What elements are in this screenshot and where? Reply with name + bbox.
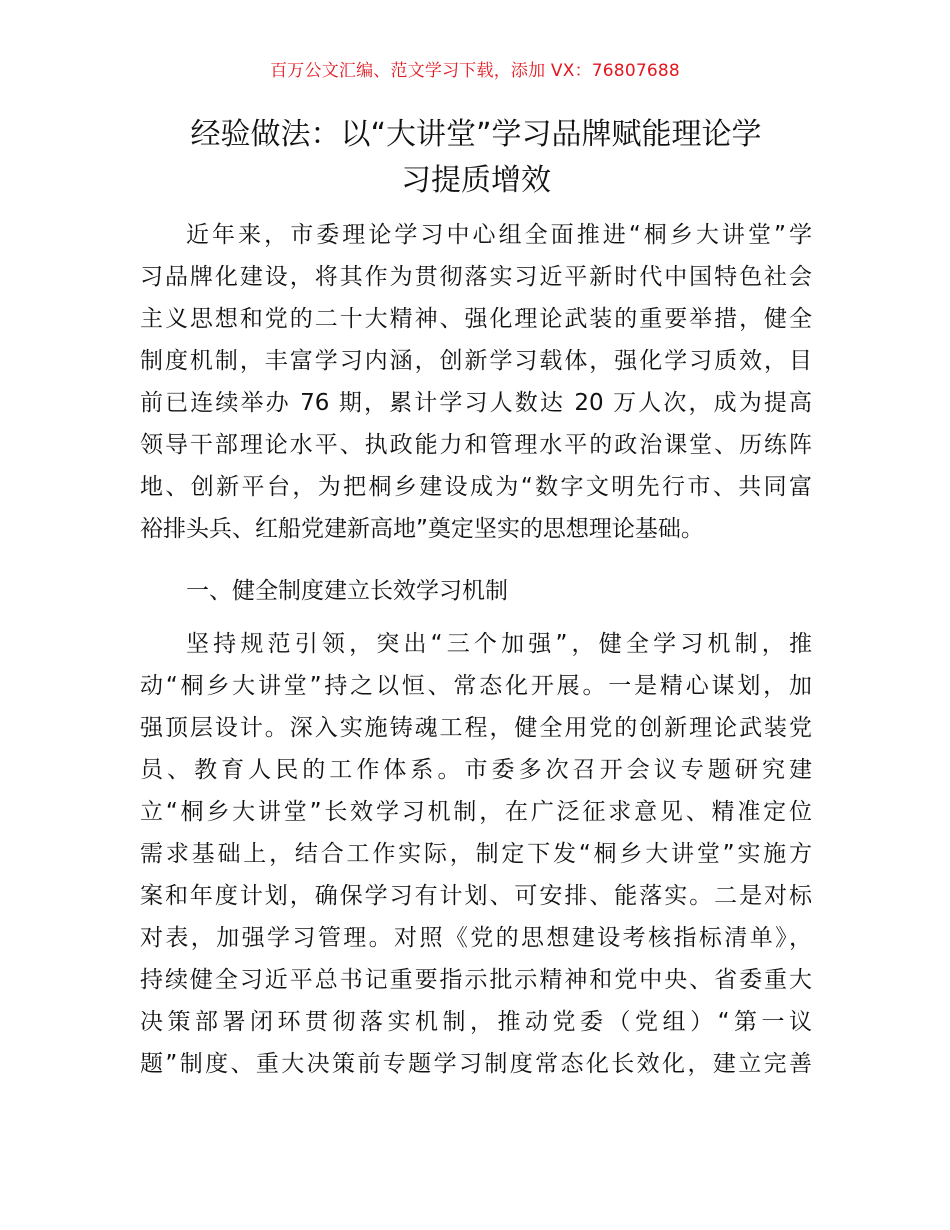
text-line: 对表，加强学习管理。对照《党的思想建设考核指标清单》， [140,925,812,951]
text-line: 裕排头兵、红船党建新高地”奠定坚实的思想理论基础。 [140,516,704,542]
text-line: 员、教育人民的工作体系。市委多次召开会议专题研究建 [140,757,812,783]
text-line: 坚持规范引领，突出“三个加强”，健全学习机制，推 [186,631,812,657]
text-line: 立“桐乡大讲堂”长效学习机制，在广泛征求意见、精准定位 [140,799,812,825]
text-line: 地、创新平台，为把桐乡建设成为“数字文明先行市、共同富 [140,474,812,500]
text-line: 习品牌化建设，将其作为贯彻落实习近平新时代中国特色社会 [140,264,812,290]
text-line: 主义思想和党的二十大精神、强化理论武装的重要举措，健全 [140,306,812,332]
text-line: 持续健全习近平总书记重要指示批示精神和党中央、省委重大 [140,967,812,993]
text-line: 动“桐乡大讲堂”持之以恒、常态化开展。一是精心谋划，加 [140,673,812,699]
text-line: 强顶层设计。深入实施铸魂工程，健全用党的创新理论武装党 [140,715,812,741]
text-line: 题”制度、重大决策前专题学习制度常态化长效化，建立完善 [140,1051,812,1077]
watermark-banner: 百万公文汇编、范文学习下载，添加 VX：76807688 [270,61,680,81]
section-heading-1: 一、健全制度建立长效学习机制 [186,578,508,604]
text-line: 前已连续举办 76 期，累计学习人数达 20 万人次，成为提高 [140,390,812,416]
text-line: 领导干部理论水平、执政能力和管理水平的政治课堂、历练阵 [140,432,812,458]
text-line: 近年来，市委理论学习中心组全面推进“桐乡大讲堂”学 [186,222,812,248]
paragraph-intro [140,214,812,550]
title-line: 习提质增效 [401,163,551,198]
document-title [140,112,812,204]
text-line: 案和年度计划，确保学习有计划、可安排、能落实。二是对标 [140,883,812,909]
title-line: 经验做法：以“大讲堂”学习品牌赋能理论学 [190,117,762,152]
text-line: 制度机制，丰富学习内涵，创新学习载体，强化学习质效，目 [140,348,812,374]
paragraph-section-1 [140,623,812,1085]
text-line: 决策部署闭环贯彻落实机制，推动党委（党组）“第一议 [140,1009,812,1035]
text-line: 需求基础上，结合工作实际，制定下发“桐乡大讲堂”实施方 [140,841,812,867]
